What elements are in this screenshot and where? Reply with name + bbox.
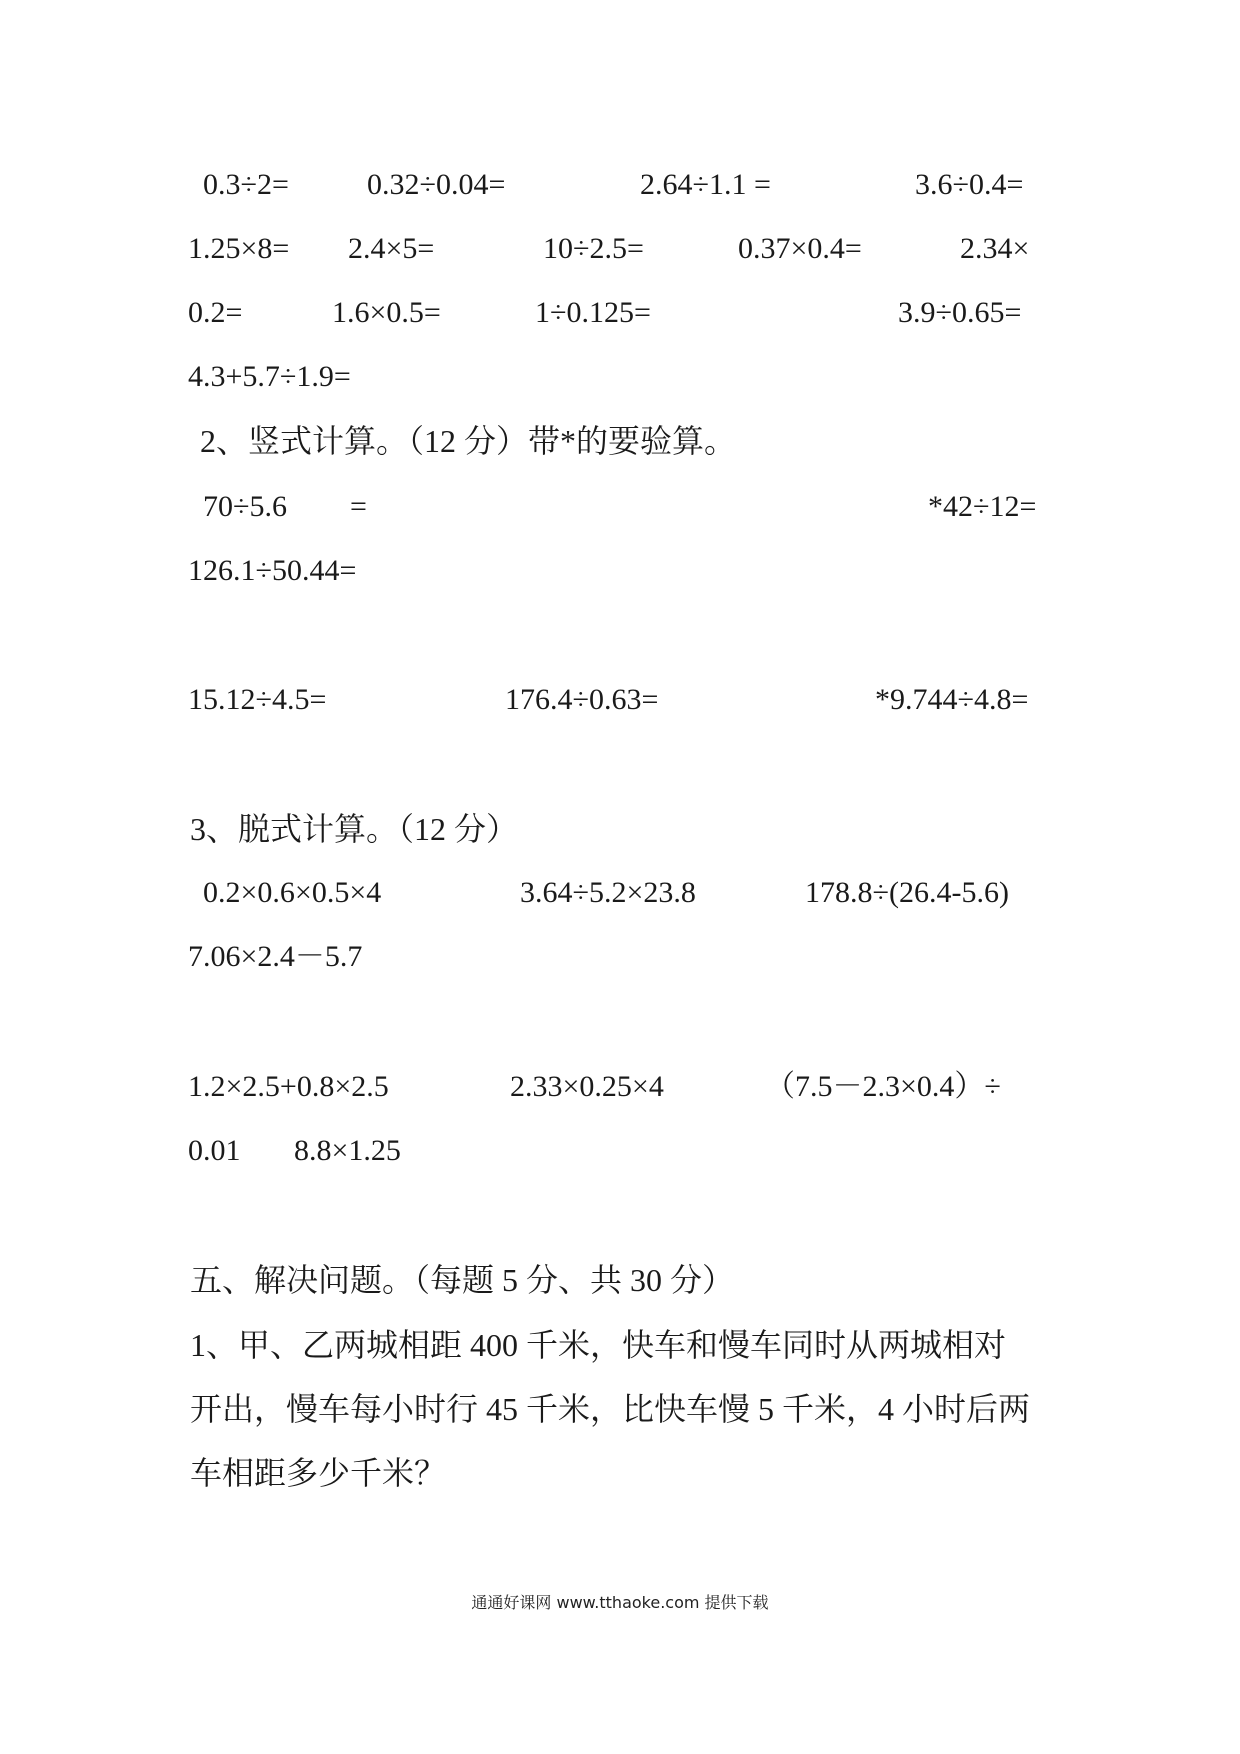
page-footer: 通通好课网 www.tthaoke.com 提供下载 — [471, 1593, 769, 1612]
section-heading-vertical: 2、竖式计算。（12 分）带*的要验算。 — [200, 423, 737, 459]
expression: 176.4÷0.63= — [505, 683, 659, 716]
expression: *42÷12= — [928, 490, 1037, 523]
expression: 2.4×5= — [348, 232, 435, 265]
expression: 0.01 — [188, 1134, 241, 1167]
expression: 1÷0.125= — [535, 296, 651, 329]
expression: 126.1÷50.44= — [188, 554, 357, 587]
expression: 3.6÷0.4= — [915, 168, 1024, 201]
expression: 1.2×2.5+0.8×2.5 — [188, 1070, 389, 1103]
expression: 2.33×0.25×4 — [510, 1070, 664, 1103]
calc-row-2 — [0, 224, 1240, 274]
expression: 3.64÷5.2×23.8 — [520, 876, 696, 909]
vertical-row-1 — [0, 482, 1240, 532]
section-heading-problems: 五、解决问题。（每题 5 分、共 30 分） — [190, 1262, 735, 1298]
stepwise-row-1 — [0, 868, 1240, 918]
expression: 10÷2.5= — [543, 232, 644, 265]
calc-row-4 — [0, 352, 1240, 402]
expression: 7.06×2.4－5.7 — [188, 940, 363, 973]
problem-1-line-3: 车相距多少千米？ — [190, 1455, 447, 1491]
calc-row-3 — [0, 288, 1240, 338]
expression: 8.8×1.25 — [294, 1134, 401, 1167]
expression: 1.25×8= — [188, 232, 290, 265]
expression: 70÷5.6 — [203, 490, 287, 523]
section-heading-stepwise: 3、脱式计算。（12 分） — [190, 811, 519, 847]
equals-sign: = — [350, 490, 367, 523]
expression: 2.34× — [960, 232, 1030, 265]
stepwise-row-4 — [0, 1126, 1240, 1176]
expression: 4.3+5.7÷1.9= — [188, 360, 351, 393]
expression: 15.12÷4.5= — [188, 683, 327, 716]
expression: 2.64÷1.1 = — [640, 168, 771, 201]
expression: 3.9÷0.65= — [898, 296, 1022, 329]
vertical-row-2 — [0, 546, 1240, 596]
expression: 178.8÷(26.4-5.6) — [805, 876, 1009, 909]
vertical-row-3 — [0, 675, 1240, 725]
expression: 0.2×0.6×0.5×4 — [203, 876, 382, 909]
stepwise-row-2 — [0, 932, 1240, 982]
calc-row-1 — [0, 160, 1240, 210]
stepwise-row-3 — [0, 1062, 1240, 1112]
expression: 1.6×0.5= — [332, 296, 441, 329]
problem-1-line-2: 开出，慢车每小时行 45 千米，比快车慢 5 千米，4 小时后两 — [190, 1391, 1031, 1427]
problem-1-line-1: 1、甲、乙两城相距 400 千米，快车和慢车同时从两城相对 — [190, 1327, 1007, 1363]
expression: 0.3÷2= — [203, 168, 289, 201]
expression: 0.37×0.4= — [738, 232, 862, 265]
expression: 0.32÷0.04= — [367, 168, 506, 201]
expression: *9.744÷4.8= — [875, 683, 1029, 716]
expression: 0.2= — [188, 296, 243, 329]
expression: （7.5－2.3×0.4）÷ — [765, 1070, 1001, 1103]
